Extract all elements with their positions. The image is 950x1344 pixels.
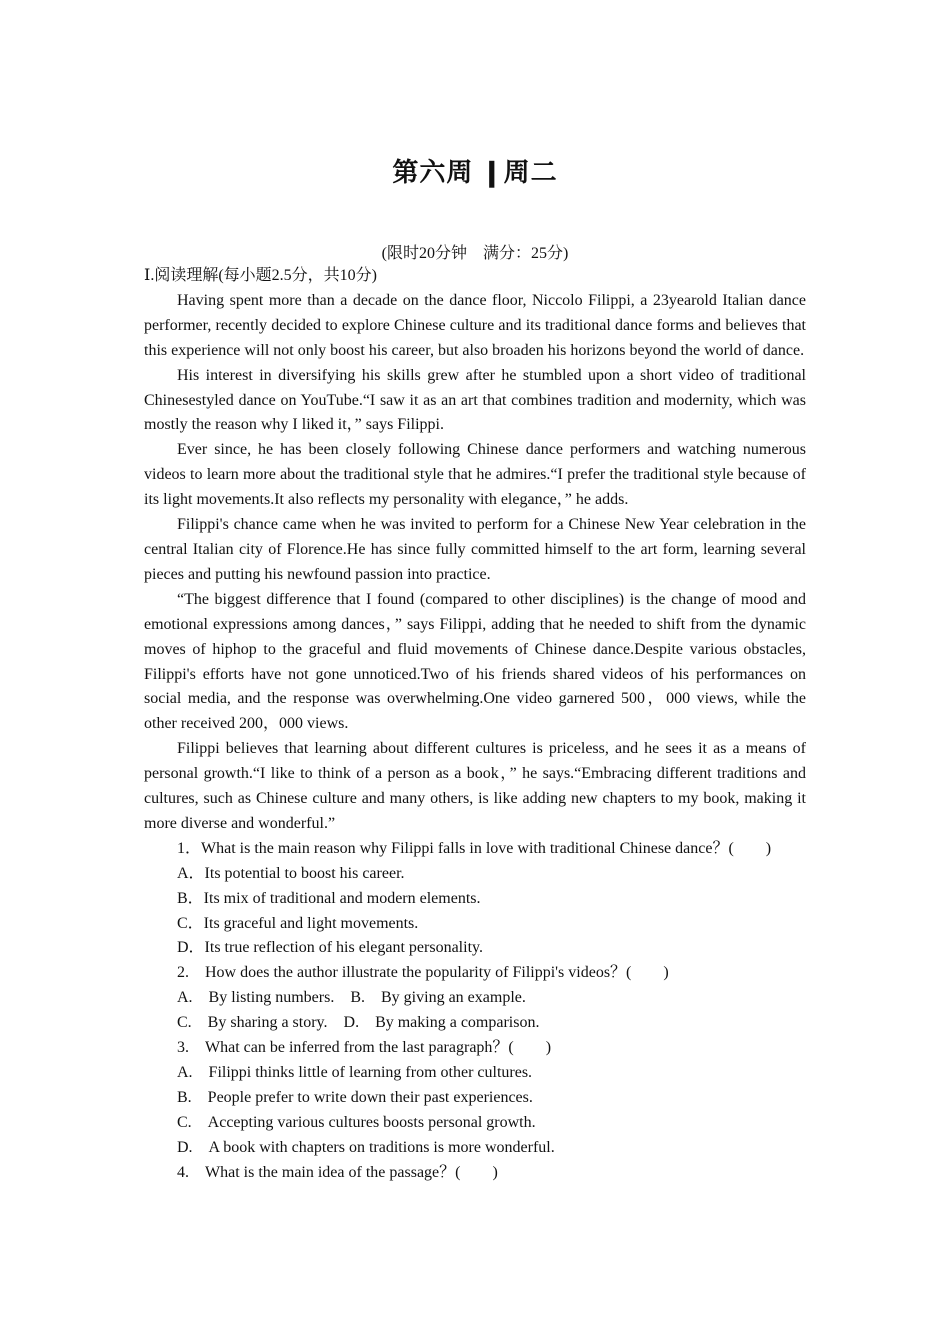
answer-option: A. Filippi thinks little of learning from other cultures.	[177, 1064, 533, 1081]
passage-paragraph: “The biggest difference that I found (compared to other disciplines) is the change of mood and emotional expressions among dances，” says Filippi, adding that he needed to shift from the dynamic moves of hiphop to the graceful and fluid movements of Chinese dance.Despite various obstacles, Filippi's efforts have not gone unnoticed.Two of his friends shared videos of his performances on social media, and the response was overwhelming.One video garnered 500，000 views, while the other received 200，000 views.	[144, 590, 807, 733]
question-4	[144, 1161, 806, 1186]
section-heading: Ⅰ.阅读理解(每小题2.5分，共10分)	[144, 267, 377, 284]
question-stem: 3. What can be inferred from the last paragraph？( )	[177, 1039, 552, 1057]
passage-paragraph: Having spent more than a decade on the dance floor, Niccolo Filippi, a 23yearold Italian dance performer, recently decided to explore Chinese culture and its traditional dance forms and believes that this experience will not only boost his career, but also broaden his horizons beyond the world of dance.	[144, 291, 806, 359]
answer-option: D．Its true reflection of his elegant personality.	[177, 939, 483, 957]
answer-option-row: A. By listing numbers. B. By giving an example.	[177, 989, 526, 1007]
answer-option: B. People prefer to write down their past experiences.	[177, 1088, 533, 1106]
passage-paragraph: Ever since, he has been closely following Chinese dance performers and watching numerous videos to learn more about the traditional style that he admires.“I prefer the traditional style because of its light movements.It also reflects my personality with elegance，” he adds.	[144, 441, 806, 509]
reading-passage	[144, 289, 806, 837]
time-limit: (限时20分钟 满分：25分)	[381, 245, 569, 262]
answer-option: C. Accepting various cultures boosts personal growth.	[177, 1113, 536, 1131]
question-stem: 2. How does the author illustrate the popularity of Filippi's videos？( )	[177, 964, 669, 982]
page-title: 第六周 ❙周二	[392, 158, 558, 187]
question-2	[144, 961, 806, 1036]
answer-option: A．Its potential to boost his career.	[177, 864, 405, 882]
answer-option: D. A book with chapters on traditions is more wonderful.	[177, 1138, 555, 1156]
answer-option: C．Its graceful and light movements.	[177, 914, 419, 932]
document-body	[144, 264, 806, 1186]
answer-option: B．Its mix of traditional and modern elements.	[177, 889, 481, 907]
question-stem: 1．What is the main reason why Filippi falls in love with traditional Chinese dance？( )	[177, 839, 772, 857]
question-3	[144, 1036, 806, 1161]
passage-paragraph: Filippi's chance came when he was invited to perform for a Chinese New Year celebration in the central Italian city of Florence.He has since fully committed himself to the art form, learning several pieces and putting his newfound passion into practice.	[144, 516, 806, 583]
passage-paragraph: Filippi believes that learning about different cultures is priceless, and he sees it as a means of personal growth.“I like to think of a person as a book，” he says.“Embracing different traditions and cultures, such as Chinese culture and many others, is like adding new chapters to my book, making it more diverse and wonderful.”	[144, 740, 806, 832]
question-stem: 4. What is the main idea of the passage？( )	[177, 1163, 498, 1181]
passage-paragraph: His interest in diversifying his skills grew after he stumbled upon a short video of traditional Chinesestyled dance on YouTube.“I saw it as an art that combines tradition and modernity, which was mostly the reason why I liked it，” says Filippi.	[144, 366, 806, 434]
question-1	[144, 837, 806, 962]
answer-option-row: C. By sharing a story. D. By making a comparison.	[177, 1014, 540, 1032]
